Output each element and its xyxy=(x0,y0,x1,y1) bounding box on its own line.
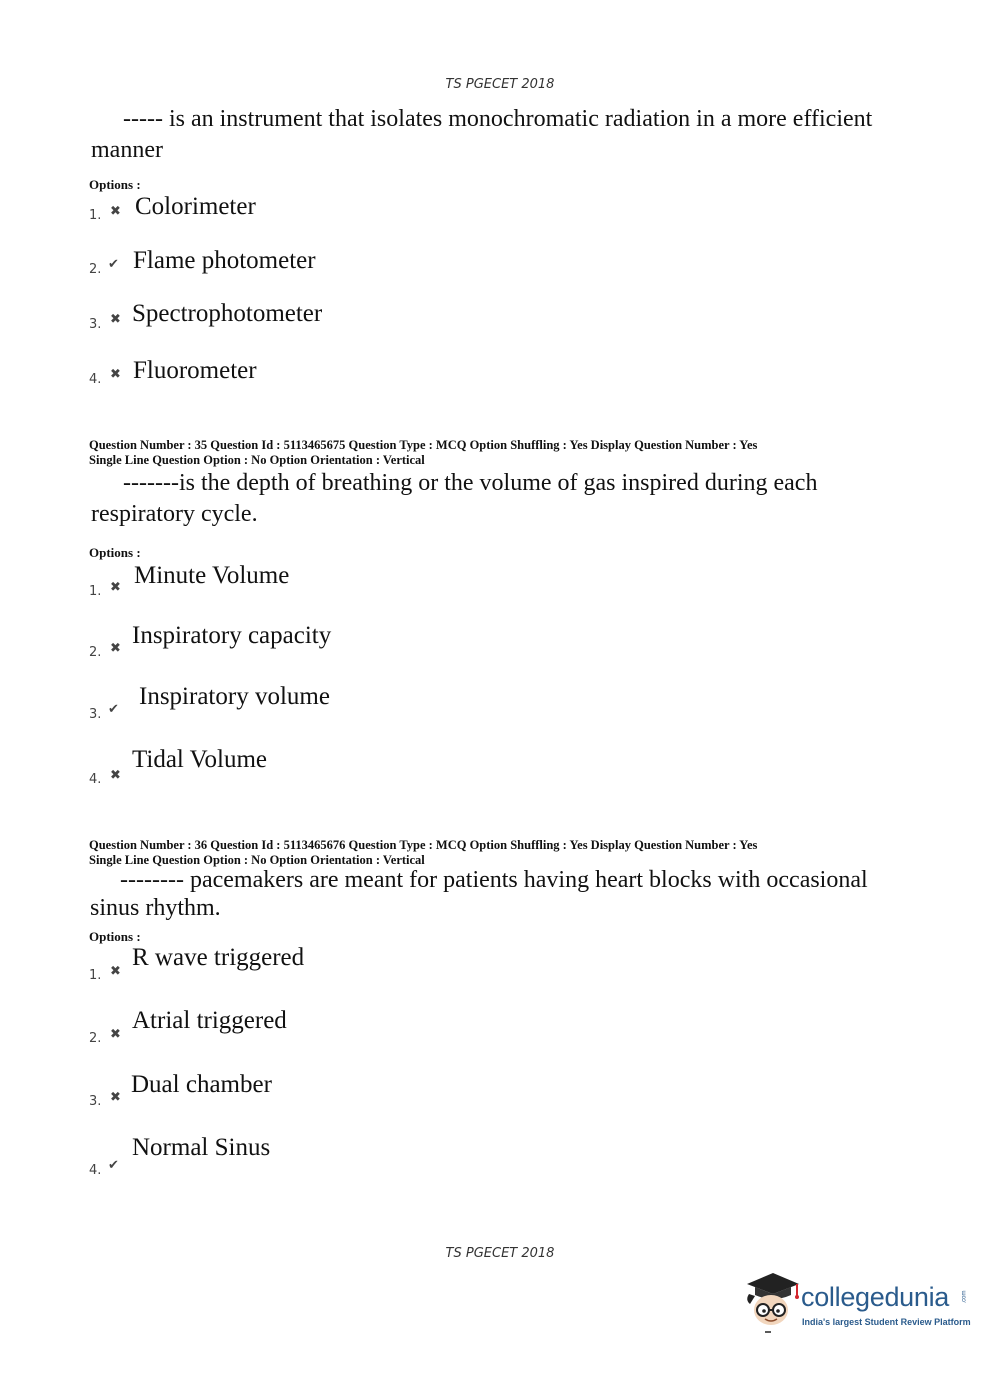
question-36-meta xyxy=(89,838,757,868)
option-number: 4. xyxy=(89,1163,102,1178)
option-text: Dual chamber xyxy=(131,1071,272,1098)
option-number: 3. xyxy=(89,1094,102,1109)
option-number: 1. xyxy=(89,584,102,599)
question-35-text-line2: respiratory cycle. xyxy=(91,501,258,527)
logo-tagline: India's largest Student Review Platform xyxy=(802,1317,971,1327)
cross-icon: ✖ xyxy=(110,1027,121,1042)
question-35-meta-line1: Question Number : 35 Question Id : 5113465675 Question Type : MCQ Option Shuffling : Yes Display Question Number : Yes xyxy=(89,438,758,452)
option-number: 3. xyxy=(89,707,102,722)
option-text: Inspiratory volume xyxy=(139,683,330,710)
option-text: Spectrophotometer xyxy=(132,300,323,327)
option-text: Normal Sinus xyxy=(132,1134,271,1161)
question-35-options-label: Options : xyxy=(89,545,141,560)
page-footer: TS PGECET 2018 xyxy=(445,1246,555,1261)
option-number: 2. xyxy=(89,262,102,277)
cross-icon: ✖ xyxy=(110,768,121,783)
logo-com: .com xyxy=(961,1290,968,1304)
cross-icon: ✖ xyxy=(110,964,121,979)
question-35-text-line1: -------is the depth of breathing or the volume of gas inspired during each xyxy=(123,470,818,496)
question-36-options-label: Options : xyxy=(89,929,141,944)
option-number: 3. xyxy=(89,317,102,332)
question-34-text-line1: ----- is an instrument that isolates monochromatic radiation in a more efficient xyxy=(123,106,873,132)
page-header: TS PGECET 2018 xyxy=(445,77,555,92)
option-text: Flame photometer xyxy=(133,247,316,274)
cross-icon: ✖ xyxy=(110,367,121,382)
option-number: 2. xyxy=(89,1031,102,1046)
option-text: Fluorometer xyxy=(133,357,257,384)
check-icon: ✔ xyxy=(108,257,119,272)
check-icon: ✔ xyxy=(108,702,119,717)
collegedunia-logo xyxy=(741,1268,971,1338)
option-text: Atrial triggered xyxy=(132,1007,287,1034)
question-36-text-line1: -------- pacemakers are meant for patients having heart blocks with occasional xyxy=(120,867,868,893)
option-text: R wave triggered xyxy=(132,944,305,971)
question-34-text-line2: manner xyxy=(91,137,163,163)
option-text: Minute Volume xyxy=(134,562,290,589)
question-36-text-line2: sinus rhythm. xyxy=(90,895,221,921)
mascot-graduation-cap-icon xyxy=(741,1270,801,1336)
question-36-meta-line2: Single Line Question Option : No Option Orientation : Vertical xyxy=(89,853,425,867)
cross-icon: ✖ xyxy=(110,204,121,219)
cross-icon: ✖ xyxy=(110,1090,121,1105)
question-35-meta-line2: Single Line Question Option : No Option Orientation : Vertical xyxy=(89,453,425,467)
option-number: 2. xyxy=(89,645,102,660)
option-number: 4. xyxy=(89,372,102,387)
option-number: 1. xyxy=(89,968,102,983)
cross-icon: ✖ xyxy=(110,312,121,327)
question-35-meta xyxy=(89,438,757,468)
option-number: 1. xyxy=(89,208,102,223)
check-icon: ✔ xyxy=(108,1158,119,1173)
question-36-meta-line1: Question Number : 36 Question Id : 5113465676 Question Type : MCQ Option Shuffling : Yes Display Question Number : Yes xyxy=(89,838,758,852)
question-35-text xyxy=(91,468,921,530)
logo-wordmark: collegedunia xyxy=(801,1282,950,1312)
option-text: Tidal Volume xyxy=(132,746,267,773)
cross-icon: ✖ xyxy=(110,641,121,656)
cross-icon: ✖ xyxy=(110,580,121,595)
option-text: Inspiratory capacity xyxy=(132,622,332,649)
option-text: Colorimeter xyxy=(135,193,256,220)
question-34-text xyxy=(91,104,921,166)
option-number: 4. xyxy=(89,772,102,787)
question-36-text xyxy=(90,866,920,922)
question-34-options-label: Options : xyxy=(89,177,141,192)
